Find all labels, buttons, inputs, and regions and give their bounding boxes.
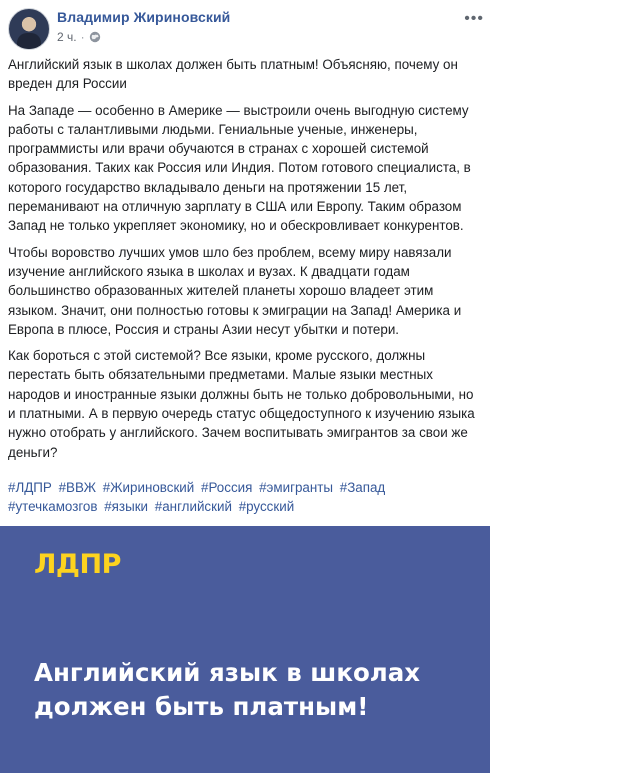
hashtag-list (8, 478, 478, 517)
hashtag-link[interactable]: #ВВЖ (58, 480, 96, 495)
post-header (8, 6, 490, 50)
hashtag-link[interactable]: #Жириновский (102, 480, 195, 495)
post-timestamp[interactable]: 2 ч. (57, 30, 77, 44)
hashtag-link[interactable]: #русский (238, 499, 295, 515)
ldpr-logo: ЛДПР (34, 549, 121, 580)
more-options-icon[interactable]: ••• (464, 10, 484, 27)
post-paragraph: Как бороться с этой системой? Все языки, кроме русского, должны перестать быть обязательными предметами. Малые языки местных народов и иностранные языки должны быть не только добровольными, но и платными. А в первую очередь статус общедоступного к изучению языка нужно отобрать у английского. Зачем воспитывать эмигрантов за свои же деньги? (8, 348, 475, 460)
post-body (8, 55, 484, 469)
author-name[interactable]: Владимир Жириновский (57, 9, 231, 25)
hashtag-link[interactable]: #языки (104, 499, 149, 515)
avatar-figure (17, 33, 41, 50)
author-avatar[interactable] (8, 8, 50, 50)
hashtag-link[interactable]: #Запад (339, 480, 386, 495)
post-image[interactable] (0, 526, 490, 773)
post-meta (57, 30, 101, 44)
post-paragraph: На Западе — особенно в Америке — выстроили очень выгодную систему работы с талантливыми людьми. Гениальные ученые, инженеры, программисты или врачи обучаются в странах с хорошей системой образования. Таких как Россия или Индия. Потом готового специалиста, в которого государство вкладывало деньги на протяжении 15 лет, переманивают на отличную зарплату в США или Европу. Таким образом Запад не только укрепляет экономику, но и обескровливает конкурентов. (8, 102, 471, 234)
hashtag-link[interactable]: #эмигранты (259, 480, 334, 495)
hashtag-link[interactable]: #английский (154, 499, 232, 515)
hashtag-link[interactable]: #ЛДПР (8, 480, 52, 495)
globe-icon[interactable] (89, 31, 101, 43)
post-paragraph: Чтобы воровство лучших умов шло без проблем, всему миру навязали изучение английского языка в школах и вузах. К двадцати годам большинство образованных жителей планеты хорошо владеет этим языком. Значит, они полностью готовы к эмиграции на Запад! Америка и Европа в плюсе, Россия и страны Азии несут убытки и потери. (8, 244, 462, 337)
meta-separator: · (80, 30, 85, 44)
hashtag-link[interactable]: #Россия (201, 480, 253, 495)
image-headline-line: Английский язык в школах (34, 658, 421, 687)
post-paragraph: Английский язык в школах должен быть платным! Объясняю, почему он вреден для России (8, 57, 458, 92)
hashtag-link[interactable]: #утечкамозгов (8, 499, 98, 515)
image-headline (34, 656, 474, 724)
image-headline-line: должен быть платным! (34, 692, 369, 721)
